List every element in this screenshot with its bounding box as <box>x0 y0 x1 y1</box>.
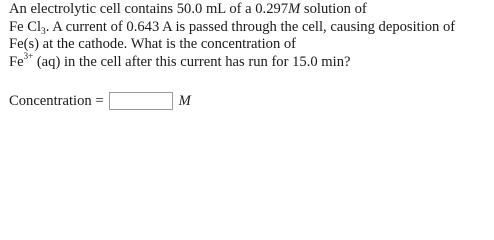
formula-fe: Fe <box>9 53 24 70</box>
molarity-unit: M <box>288 1 301 17</box>
question-line-1-end: solution of <box>300 1 367 17</box>
question-line-2 <box>9 19 489 37</box>
question-line-1 <box>9 1 489 19</box>
formula-superscript: 3+ <box>23 50 34 61</box>
question-line-3-text: Fe(s) at the cathode. What is the concentration of <box>9 36 297 53</box>
question-line-1-text: An electrolytic cell contains 50.0 mL of a 0.297 <box>9 1 289 17</box>
formula-subscript: 3 <box>41 26 46 37</box>
concentration-input[interactable] <box>109 92 173 110</box>
question-line-2-text: . A current of 0.643 A is passed through the cell, causing deposition of <box>45 18 456 35</box>
concentration-unit: M <box>178 92 191 109</box>
question-text <box>9 1 489 71</box>
concentration-label: Concentration = <box>9 92 104 109</box>
answer-row <box>9 90 191 112</box>
question-line-4-text: (aq) in the cell after this current has run for 15.0 min? <box>33 53 351 70</box>
question-line-3 <box>9 36 489 54</box>
question-line-4 <box>9 50 489 72</box>
formula-fecl: Fe Cl <box>9 18 42 35</box>
